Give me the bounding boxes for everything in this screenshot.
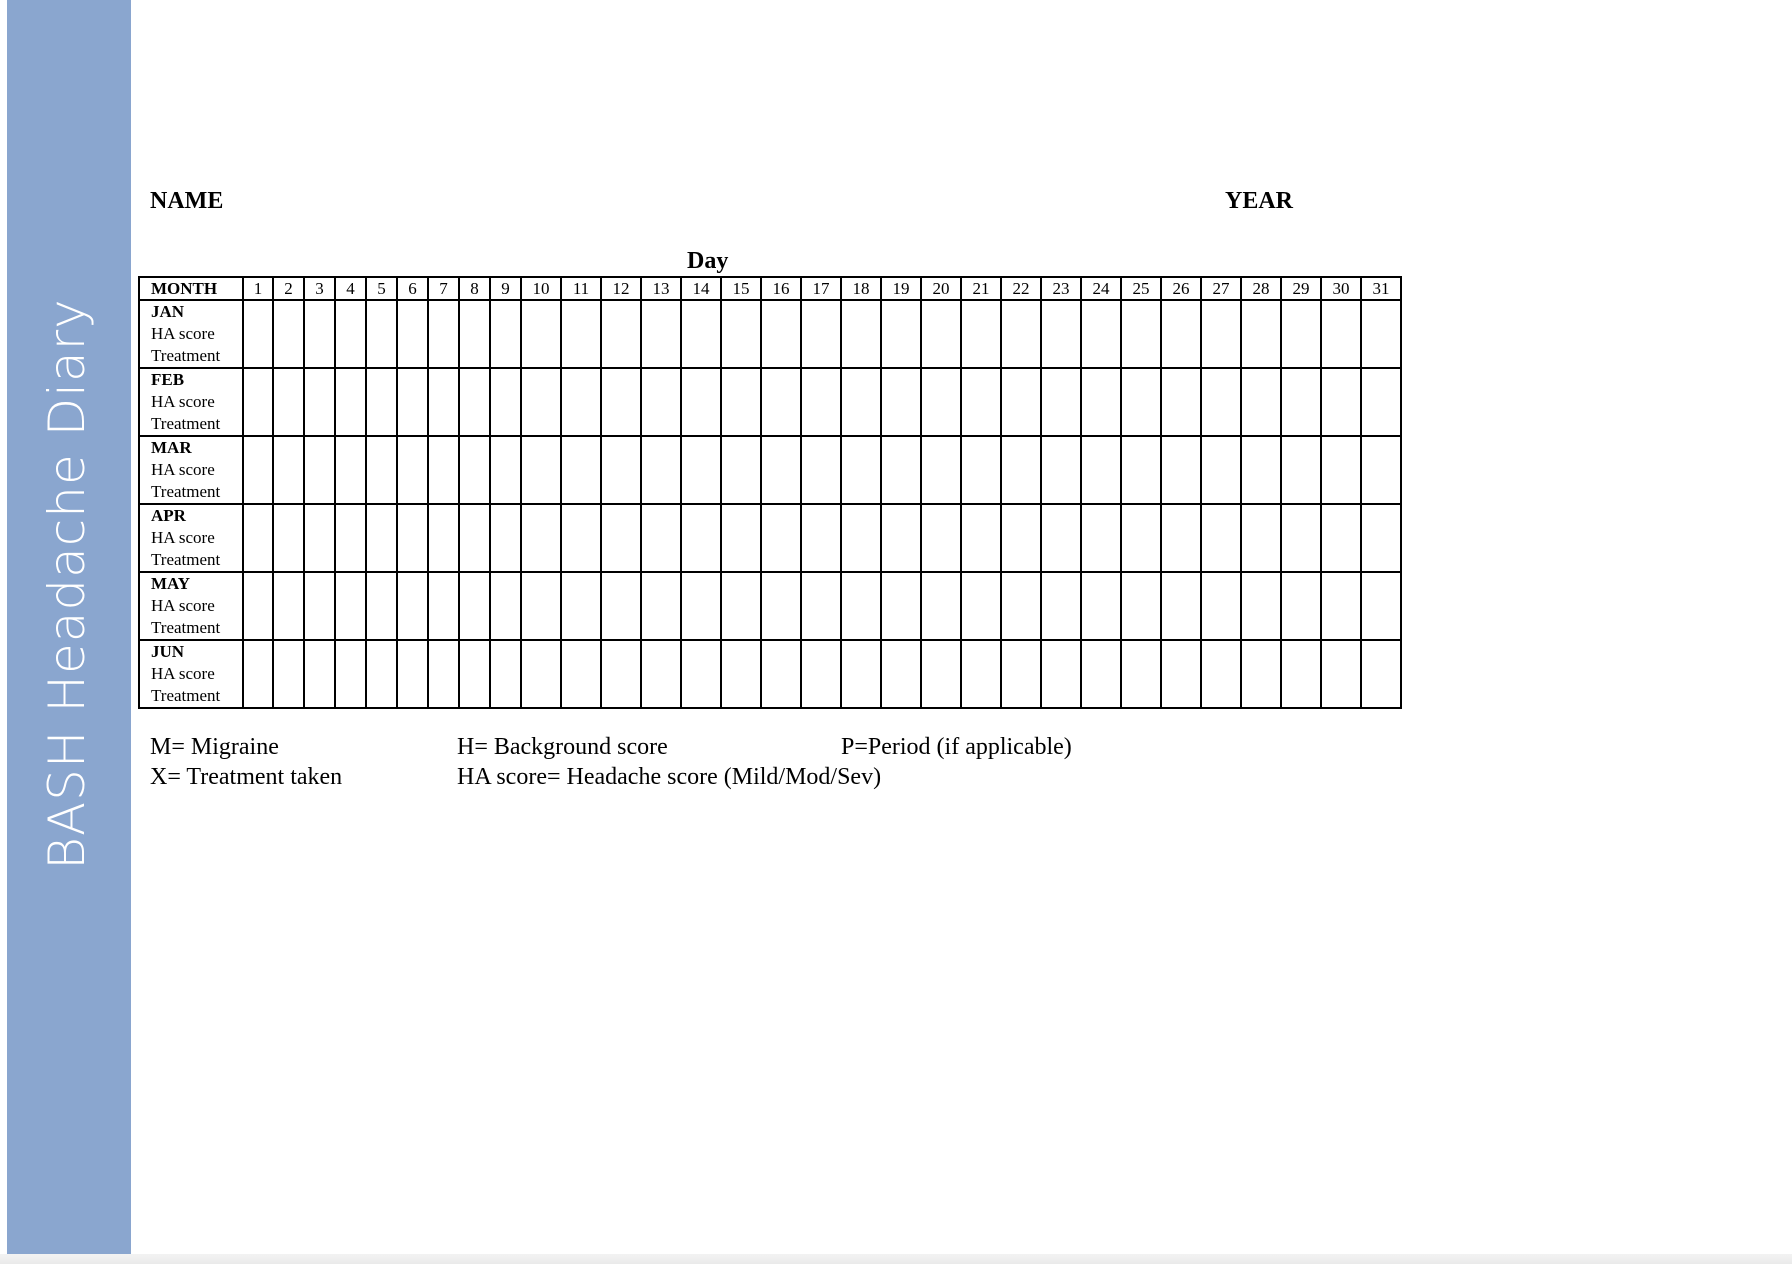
day-entry-cell[interactable] — [366, 436, 397, 504]
day-entry-cell[interactable] — [1281, 300, 1321, 368]
month-row — [139, 436, 1401, 504]
day-entry-cell[interactable] — [273, 436, 304, 504]
month-column-header: MONTH — [139, 277, 243, 300]
day-column-header: 17 — [801, 277, 841, 300]
ha-score-label: HA score — [151, 596, 215, 615]
day-entry-cell[interactable] — [397, 640, 428, 708]
month-label-cell — [139, 436, 243, 504]
day-entry-cell[interactable] — [1201, 504, 1241, 572]
day-entry-cell[interactable] — [601, 640, 641, 708]
month-name: MAR — [151, 438, 192, 457]
day-entry-cell[interactable] — [490, 640, 521, 708]
day-entry-cell[interactable] — [761, 572, 801, 640]
day-entry-cell[interactable] — [304, 368, 335, 436]
day-entry-cell[interactable] — [601, 300, 641, 368]
month-name: JAN — [151, 302, 185, 321]
day-column-header: 8 — [459, 277, 490, 300]
day-entry-cell[interactable] — [841, 504, 881, 572]
day-entry-cell[interactable] — [428, 640, 459, 708]
day-column-header: 9 — [490, 277, 521, 300]
day-entry-cell[interactable] — [521, 436, 561, 504]
day-column-header: 30 — [1321, 277, 1361, 300]
day-entry-cell[interactable] — [1001, 504, 1041, 572]
day-column-header: 11 — [561, 277, 601, 300]
day-entry-cell[interactable] — [1161, 368, 1201, 436]
day-entry-cell[interactable] — [1041, 436, 1081, 504]
day-entry-cell[interactable] — [801, 436, 841, 504]
day-entry-cell[interactable] — [761, 436, 801, 504]
day-entry-cell[interactable] — [304, 572, 335, 640]
day-column-header: 6 — [397, 277, 428, 300]
day-entry-cell[interactable] — [841, 572, 881, 640]
day-entry-cell[interactable] — [459, 436, 490, 504]
day-entry-cell[interactable] — [304, 436, 335, 504]
day-entry-cell[interactable] — [721, 436, 761, 504]
treatment-label: Treatment — [151, 550, 221, 569]
day-entry-cell[interactable] — [1121, 572, 1161, 640]
day-entry-cell[interactable] — [243, 300, 273, 368]
day-column-header: 1 — [243, 277, 273, 300]
day-entry-cell[interactable] — [1001, 572, 1041, 640]
month-label-cell — [139, 368, 243, 436]
sidebar-banner — [7, 0, 131, 1254]
day-entry-cell[interactable] — [561, 572, 601, 640]
treatment-label: Treatment — [151, 414, 221, 433]
day-column-header: 29 — [1281, 277, 1321, 300]
month-row — [139, 368, 1401, 436]
day-entry-cell[interactable] — [521, 504, 561, 572]
day-entry-cell[interactable] — [1281, 640, 1321, 708]
month-name: MAY — [151, 574, 191, 593]
day-entry-cell[interactable] — [1361, 436, 1401, 504]
day-entry-cell[interactable] — [459, 504, 490, 572]
treatment-label: Treatment — [151, 686, 221, 705]
day-entry-cell[interactable] — [961, 572, 1001, 640]
day-entry-cell[interactable] — [641, 300, 681, 368]
day-entry-cell[interactable] — [921, 300, 961, 368]
diary-table — [138, 276, 1402, 709]
treatment-label: Treatment — [151, 346, 221, 365]
day-entry-cell[interactable] — [561, 504, 601, 572]
ha-score-label: HA score — [151, 324, 215, 343]
day-column-header: 25 — [1121, 277, 1161, 300]
page-bottom-edge — [0, 1254, 1792, 1264]
day-entry-cell[interactable] — [490, 436, 521, 504]
day-entry-cell[interactable] — [243, 436, 273, 504]
day-entry-cell[interactable] — [1321, 300, 1361, 368]
day-entry-cell[interactable] — [273, 640, 304, 708]
day-entry-cell[interactable] — [881, 504, 921, 572]
day-column-header: 20 — [921, 277, 961, 300]
day-column-header: 10 — [521, 277, 561, 300]
month-label-cell — [139, 640, 243, 708]
day-entry-cell[interactable] — [601, 368, 641, 436]
day-entry-cell[interactable] — [243, 572, 273, 640]
day-entry-cell[interactable] — [397, 436, 428, 504]
ha-score-label: HA score — [151, 664, 215, 683]
day-column-header: 21 — [961, 277, 1001, 300]
day-entry-cell[interactable] — [681, 640, 721, 708]
day-entry-cell[interactable] — [397, 504, 428, 572]
day-entry-cell[interactable] — [1281, 504, 1321, 572]
day-entry-cell[interactable] — [1361, 300, 1401, 368]
day-entry-cell[interactable] — [459, 368, 490, 436]
day-entry-cell[interactable] — [681, 368, 721, 436]
day-entry-cell[interactable] — [335, 504, 366, 572]
day-entry-cell[interactable] — [335, 300, 366, 368]
day-column-header: 13 — [641, 277, 681, 300]
legend-background: H= Background score — [457, 734, 668, 760]
day-entry-cell[interactable] — [490, 368, 521, 436]
day-entry-cell[interactable] — [561, 640, 601, 708]
day-column-header: 31 — [1361, 277, 1401, 300]
treatment-label: Treatment — [151, 618, 221, 637]
day-entry-cell[interactable] — [601, 572, 641, 640]
day-header: Day — [687, 248, 729, 274]
day-entry-cell[interactable] — [366, 300, 397, 368]
day-entry-cell[interactable] — [1321, 640, 1361, 708]
day-entry-cell[interactable] — [641, 572, 681, 640]
day-entry-cell[interactable] — [1281, 436, 1321, 504]
day-entry-cell[interactable] — [641, 640, 681, 708]
day-entry-cell[interactable] — [1161, 572, 1201, 640]
day-column-header: 7 — [428, 277, 459, 300]
day-entry-cell[interactable] — [801, 300, 841, 368]
day-entry-cell[interactable] — [428, 572, 459, 640]
day-entry-cell[interactable] — [366, 640, 397, 708]
day-column-header: 22 — [1001, 277, 1041, 300]
day-entry-cell[interactable] — [561, 368, 601, 436]
day-entry-cell[interactable] — [428, 300, 459, 368]
year-label: YEAR — [1225, 188, 1294, 214]
day-entry-cell[interactable] — [961, 504, 1001, 572]
day-entry-cell[interactable] — [1001, 640, 1041, 708]
day-entry-cell[interactable] — [841, 436, 881, 504]
day-entry-cell[interactable] — [521, 572, 561, 640]
day-entry-cell[interactable] — [490, 504, 521, 572]
day-entry-cell[interactable] — [397, 368, 428, 436]
day-entry-cell[interactable] — [521, 640, 561, 708]
month-row — [139, 572, 1401, 640]
day-entry-cell[interactable] — [801, 368, 841, 436]
day-entry-cell[interactable] — [1081, 504, 1121, 572]
day-entry-cell[interactable] — [761, 504, 801, 572]
day-entry-cell[interactable] — [1161, 300, 1201, 368]
day-entry-cell[interactable] — [1041, 368, 1081, 436]
day-entry-cell[interactable] — [273, 300, 304, 368]
day-entry-cell[interactable] — [921, 436, 961, 504]
day-entry-cell[interactable] — [1161, 640, 1201, 708]
day-entry-cell[interactable] — [1201, 436, 1241, 504]
day-entry-cell[interactable] — [1121, 640, 1161, 708]
day-entry-cell[interactable] — [304, 640, 335, 708]
day-entry-cell[interactable] — [335, 572, 366, 640]
day-entry-cell[interactable] — [641, 368, 681, 436]
day-column-header: 14 — [681, 277, 721, 300]
day-entry-cell[interactable] — [921, 572, 961, 640]
day-entry-cell[interactable] — [1121, 300, 1161, 368]
day-entry-cell[interactable] — [601, 504, 641, 572]
legend-period: P=Period (if applicable) — [841, 734, 1072, 760]
day-entry-cell[interactable] — [1281, 368, 1321, 436]
day-entry-cell[interactable] — [921, 504, 961, 572]
day-entry-cell[interactable] — [881, 436, 921, 504]
day-entry-cell[interactable] — [273, 368, 304, 436]
day-entry-cell[interactable] — [601, 436, 641, 504]
day-entry-cell[interactable] — [881, 572, 921, 640]
day-entry-cell[interactable] — [1241, 300, 1281, 368]
day-column-header: 4 — [335, 277, 366, 300]
day-entry-cell[interactable] — [921, 368, 961, 436]
day-entry-cell[interactable] — [428, 504, 459, 572]
day-entry-cell[interactable] — [761, 368, 801, 436]
day-entry-cell[interactable] — [721, 300, 761, 368]
day-entry-cell[interactable] — [1001, 300, 1041, 368]
day-column-header: 5 — [366, 277, 397, 300]
day-entry-cell[interactable] — [961, 640, 1001, 708]
day-entry-cell[interactable] — [881, 368, 921, 436]
day-entry-cell[interactable] — [1321, 572, 1361, 640]
day-entry-cell[interactable] — [961, 300, 1001, 368]
document-title: BASH Headache Diary — [38, 298, 96, 870]
day-entry-cell[interactable] — [1241, 436, 1281, 504]
day-entry-cell[interactable] — [721, 368, 761, 436]
month-label-cell — [139, 504, 243, 572]
day-entry-cell[interactable] — [273, 504, 304, 572]
legend-migraine: M= Migraine — [150, 734, 279, 760]
day-column-header: 26 — [1161, 277, 1201, 300]
legend-ha-score: HA score= Headache score (Mild/Mod/Sev) — [457, 764, 882, 790]
day-entry-cell[interactable] — [243, 368, 273, 436]
day-entry-cell[interactable] — [1321, 504, 1361, 572]
month-label-cell — [139, 300, 243, 368]
day-entry-cell[interactable] — [681, 572, 721, 640]
day-entry-cell[interactable] — [1241, 368, 1281, 436]
day-column-header: 12 — [601, 277, 641, 300]
day-entry-cell[interactable] — [366, 572, 397, 640]
day-entry-cell[interactable] — [335, 368, 366, 436]
day-column-header: 18 — [841, 277, 881, 300]
day-entry-cell[interactable] — [1081, 436, 1121, 504]
day-column-header: 19 — [881, 277, 921, 300]
day-entry-cell[interactable] — [273, 572, 304, 640]
day-entry-cell[interactable] — [681, 300, 721, 368]
day-entry-cell[interactable] — [721, 572, 761, 640]
day-entry-cell[interactable] — [1041, 504, 1081, 572]
day-entry-cell[interactable] — [721, 640, 761, 708]
day-entry-cell[interactable] — [841, 640, 881, 708]
ha-score-label: HA score — [151, 392, 215, 411]
day-entry-cell[interactable] — [1201, 640, 1241, 708]
day-entry-cell[interactable] — [1281, 572, 1321, 640]
day-entry-cell[interactable] — [561, 436, 601, 504]
name-label: NAME — [150, 188, 224, 214]
day-column-header: 28 — [1241, 277, 1281, 300]
day-header-row — [139, 277, 1401, 300]
day-entry-cell[interactable] — [1041, 300, 1081, 368]
day-column-header: 15 — [721, 277, 761, 300]
day-entry-cell[interactable] — [366, 504, 397, 572]
day-entry-cell[interactable] — [1081, 640, 1121, 708]
day-entry-cell[interactable] — [721, 504, 761, 572]
day-entry-cell[interactable] — [428, 436, 459, 504]
day-entry-cell[interactable] — [1121, 504, 1161, 572]
day-entry-cell[interactable] — [1121, 368, 1161, 436]
month-name: JUN — [151, 642, 185, 661]
day-entry-cell[interactable] — [459, 300, 490, 368]
day-entry-cell[interactable] — [641, 504, 681, 572]
day-entry-cell[interactable] — [641, 436, 681, 504]
day-entry-cell[interactable] — [1201, 368, 1241, 436]
day-entry-cell[interactable] — [561, 300, 601, 368]
day-entry-cell[interactable] — [243, 640, 273, 708]
day-entry-cell[interactable] — [681, 504, 721, 572]
day-entry-cell[interactable] — [1321, 368, 1361, 436]
day-entry-cell[interactable] — [521, 368, 561, 436]
day-entry-cell[interactable] — [801, 572, 841, 640]
day-entry-cell[interactable] — [841, 300, 881, 368]
day-entry-cell[interactable] — [1201, 572, 1241, 640]
day-entry-cell[interactable] — [1081, 368, 1121, 436]
day-entry-cell[interactable] — [1241, 504, 1281, 572]
day-entry-cell[interactable] — [335, 436, 366, 504]
day-entry-cell[interactable] — [1161, 504, 1201, 572]
month-row — [139, 504, 1401, 572]
day-entry-cell[interactable] — [841, 368, 881, 436]
day-entry-cell[interactable] — [1321, 436, 1361, 504]
day-entry-cell[interactable] — [304, 504, 335, 572]
day-entry-cell[interactable] — [681, 436, 721, 504]
treatment-label: Treatment — [151, 482, 221, 501]
month-row — [139, 300, 1401, 368]
day-entry-cell[interactable] — [1241, 640, 1281, 708]
day-entry-cell[interactable] — [1041, 572, 1081, 640]
day-entry-cell[interactable] — [428, 368, 459, 436]
day-entry-cell[interactable] — [1041, 640, 1081, 708]
day-entry-cell[interactable] — [459, 572, 490, 640]
day-column-header: 27 — [1201, 277, 1241, 300]
day-entry-cell[interactable] — [1001, 436, 1041, 504]
day-column-header: 2 — [273, 277, 304, 300]
day-entry-cell[interactable] — [1161, 436, 1201, 504]
day-column-header: 23 — [1041, 277, 1081, 300]
day-entry-cell[interactable] — [761, 300, 801, 368]
day-entry-cell[interactable] — [397, 572, 428, 640]
day-entry-cell[interactable] — [304, 300, 335, 368]
day-entry-cell[interactable] — [397, 300, 428, 368]
month-name: FEB — [151, 370, 185, 389]
day-entry-cell[interactable] — [1361, 640, 1401, 708]
day-entry-cell[interactable] — [490, 572, 521, 640]
day-entry-cell[interactable] — [1361, 504, 1401, 572]
day-entry-cell[interactable] — [521, 300, 561, 368]
day-entry-cell[interactable] — [961, 436, 1001, 504]
legend-treatment: X= Treatment taken — [150, 764, 343, 790]
day-entry-cell[interactable] — [459, 640, 490, 708]
day-entry-cell[interactable] — [366, 368, 397, 436]
day-entry-cell[interactable] — [1001, 368, 1041, 436]
day-entry-cell[interactable] — [1241, 572, 1281, 640]
day-entry-cell[interactable] — [335, 640, 366, 708]
day-entry-cell[interactable] — [243, 504, 273, 572]
day-entry-cell[interactable] — [881, 300, 921, 368]
day-column-header: 3 — [304, 277, 335, 300]
month-label-cell — [139, 572, 243, 640]
month-row — [139, 640, 1401, 708]
day-entry-cell[interactable] — [801, 504, 841, 572]
month-name: APR — [151, 506, 186, 525]
day-entry-cell[interactable] — [961, 368, 1001, 436]
day-entry-cell[interactable] — [921, 640, 961, 708]
day-entry-cell[interactable] — [1081, 300, 1121, 368]
day-entry-cell[interactable] — [761, 640, 801, 708]
day-entry-cell[interactable] — [490, 300, 521, 368]
day-entry-cell[interactable] — [881, 640, 921, 708]
ha-score-label: HA score — [151, 460, 215, 479]
day-entry-cell[interactable] — [1361, 572, 1401, 640]
day-entry-cell[interactable] — [801, 640, 841, 708]
day-entry-cell[interactable] — [1081, 572, 1121, 640]
day-entry-cell[interactable] — [1121, 436, 1161, 504]
ha-score-label: HA score — [151, 528, 215, 547]
day-column-header: 24 — [1081, 277, 1121, 300]
day-entry-cell[interactable] — [1361, 368, 1401, 436]
day-column-header: 16 — [761, 277, 801, 300]
day-entry-cell[interactable] — [1201, 300, 1241, 368]
